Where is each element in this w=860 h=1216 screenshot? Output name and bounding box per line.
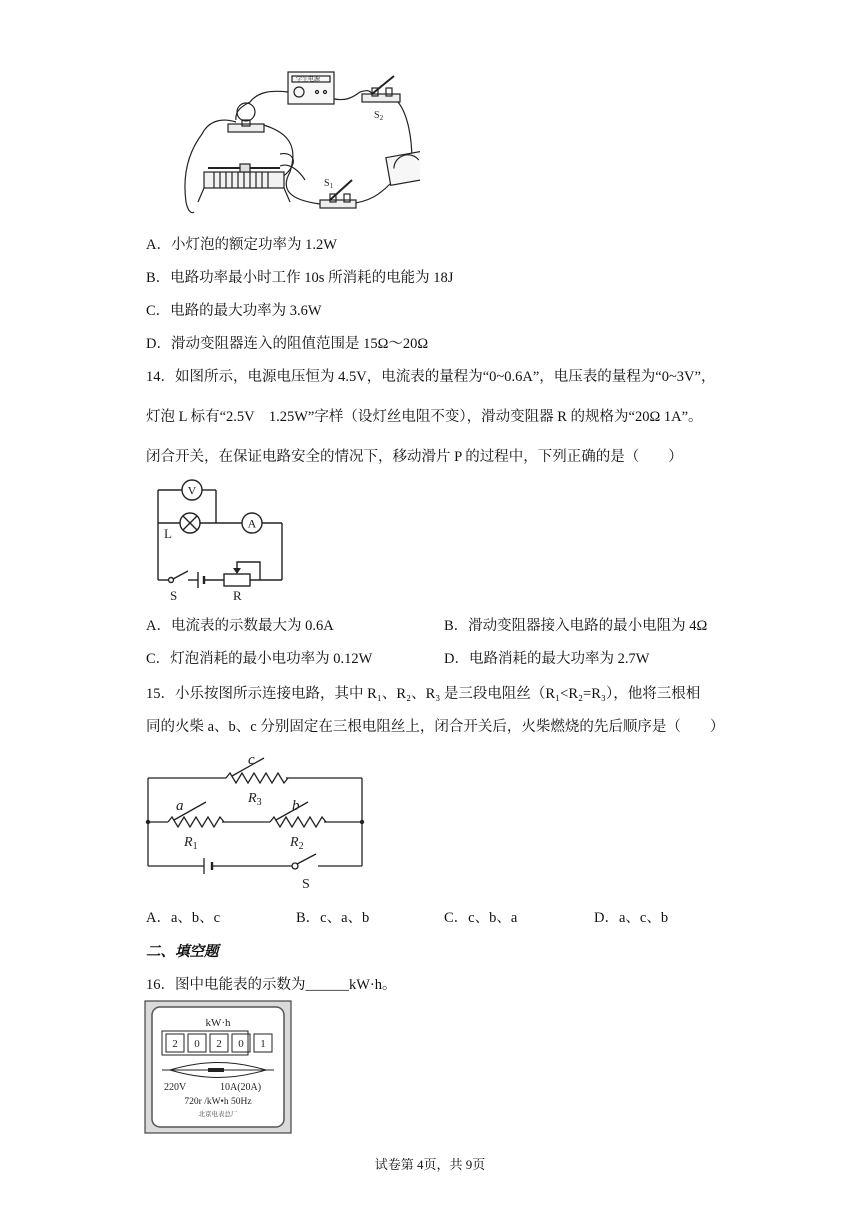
q16-meter-current: 10A(20A) bbox=[220, 1082, 262, 1093]
q13-source-label: 学生电源 bbox=[296, 77, 321, 83]
q15-option-b: B．c、a、b bbox=[296, 910, 370, 926]
q14-circuit-diagram bbox=[150, 476, 290, 606]
q15-switch-label: S bbox=[302, 877, 310, 892]
section-title: 二、填空题 bbox=[146, 944, 219, 960]
q13-option-b: B．电路功率最小时工作 10s 所消耗的电能为 18J bbox=[146, 270, 454, 286]
q14-switch-label: S bbox=[170, 588, 178, 603]
q14-rheostat-label: R bbox=[233, 588, 242, 603]
q14-voltmeter-label: V bbox=[187, 483, 197, 498]
q14-lamp-label: L bbox=[164, 526, 172, 541]
q13-circuit-figure bbox=[180, 62, 420, 218]
q16-meter-unit: kW·h bbox=[205, 1017, 231, 1029]
q13-s2-label: S bbox=[374, 110, 380, 121]
q15-stem-line-2: 同的火柴 a、b、c 分别固定在三根电阻丝上，闭合开关后，火柴燃烧的先后顺序是（ ） bbox=[146, 719, 725, 735]
q14-ammeter-label: A bbox=[247, 516, 257, 531]
q14-option-a: A．电流表的示数最大为 0.6A bbox=[146, 618, 334, 634]
svg-text:S2: $S_2$ bbox=[374, 110, 384, 122]
q16-meter-digit-5: 1 bbox=[260, 1038, 266, 1050]
q15-option-a: A．a、b、c bbox=[146, 910, 221, 926]
q13-option-a: A．小灯泡的额定功率为 1.2W bbox=[146, 237, 337, 253]
q13-option-d: D．滑动变阻器连入的阻值范围是 15Ω～20Ω bbox=[146, 336, 429, 352]
q16-meter-digit-4: 0 bbox=[238, 1038, 244, 1050]
q14-stem-line-1: 14．如图所示，电源电压恒为 4.5V，电流表的量程为“0~0.6A”，电压表的量程为“0~3V”， bbox=[146, 369, 716, 385]
q15-option-c: C．c、b、a bbox=[444, 910, 518, 926]
svg-text:R2: $R_2$ bbox=[290, 835, 304, 852]
q14-stem-line-2: 灯泡 L 标有“2.5V 1.25W”字样（设灯丝电阻不变），滑动变阻器 R 的规格为“20Ω 1A”。 bbox=[146, 409, 703, 425]
svg-text:R3: $R_3$ bbox=[248, 791, 262, 808]
q15-match-b-label: b bbox=[292, 798, 300, 814]
q15-stem-line-1: 15．小乐按图所示连接电路，其中 R₁、R₂、R₃ 是三段电阻丝（R₁<R₂=R₃），他将三根相 bbox=[146, 686, 701, 702]
q14-option-c: C．灯泡消耗的最小电功率为 0.12W bbox=[146, 651, 373, 667]
q13-s1-label: S bbox=[324, 178, 330, 189]
q15-match-a-label: a bbox=[176, 798, 184, 814]
q16-meter-constant: 720r /kW•h 50Hz bbox=[184, 1097, 252, 1107]
svg-text:R1: $R_1$ bbox=[184, 835, 198, 852]
q14-option-d: D．电路消耗的最大功率为 2.7W bbox=[444, 651, 650, 667]
q15-r2-label: R bbox=[290, 835, 299, 850]
q14-option-b: B．滑动变阻器接入电路的最小电阻为 4Ω bbox=[444, 618, 708, 634]
q16-stem: 16．图中电能表的示数为______kW·h。 bbox=[146, 977, 397, 993]
q16-meter-maker: 北京电表总厂 bbox=[198, 1111, 238, 1118]
q16-meter-voltage: 220V bbox=[164, 1082, 187, 1093]
page-footer: 试卷第 4页，共 9页 bbox=[374, 1157, 486, 1172]
q16-energy-meter bbox=[144, 1000, 292, 1134]
q16-meter-digit-1: 2 bbox=[172, 1038, 178, 1050]
q15-match-c-label: c bbox=[248, 752, 255, 768]
q15-r3-label: R bbox=[248, 791, 257, 806]
q16-meter-digit-3: 2 bbox=[216, 1038, 222, 1050]
q14-stem-line-3: 闭合开关，在保证电路安全的情况下，移动滑片 P 的过程中，下列正确的是（ ） bbox=[146, 449, 683, 465]
q15-option-d: D．a、c、b bbox=[594, 910, 669, 926]
svg-text:S1: $S_1$ bbox=[324, 178, 334, 190]
q13-option-c: C．电路的最大功率为 3.6W bbox=[146, 303, 322, 319]
q15-circuit-diagram bbox=[140, 750, 372, 892]
q16-meter-digit-2: 0 bbox=[194, 1038, 200, 1050]
q15-r1-label: R bbox=[184, 835, 193, 850]
